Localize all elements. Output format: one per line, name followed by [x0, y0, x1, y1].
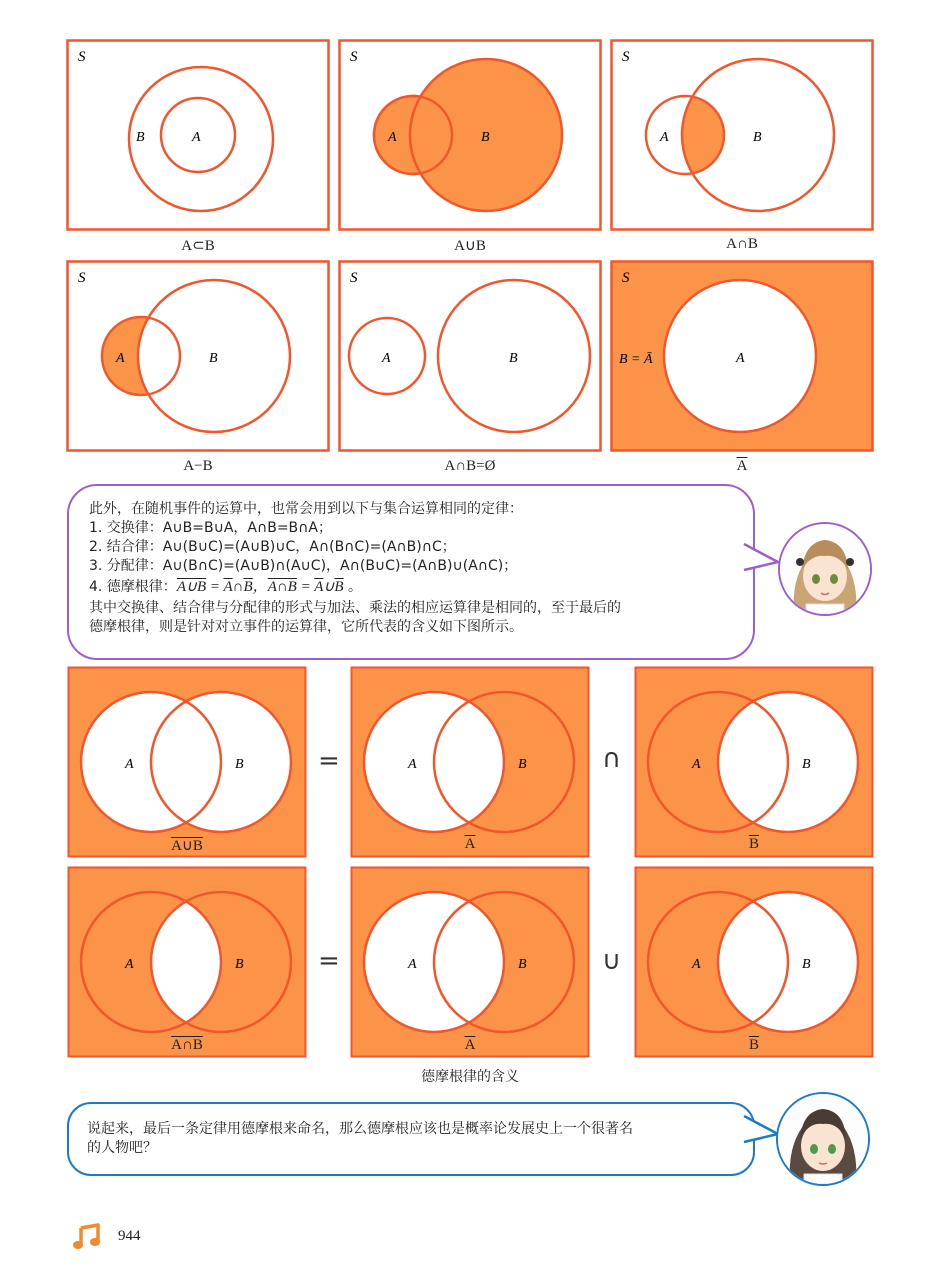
laws-para-line1: 其中交换律、结合律与分配律的形式与加法、乘法的相应运算律是相同的，至于最后的: [89, 600, 621, 616]
label-a: A: [692, 757, 701, 772]
law-commutative: 1. 交换律：A∪B=B∪A，A∩B=B∩A；: [89, 520, 332, 536]
label-s: S: [78, 270, 86, 286]
caption-b-complement-1: $\overline{B}$: [748, 836, 759, 852]
question-line1: 说起来，最后一条定律用德摩根来命名，那么德摩根应该也是概率论发展史上一个很著名: [87, 1121, 633, 1137]
demorgan-intersection-complement: [67, 866, 307, 1058]
page-number: 944: [118, 1228, 141, 1244]
label-s: S: [350, 270, 358, 286]
demorgan-union-complement: [67, 666, 307, 858]
label-s: S: [78, 49, 86, 65]
demorgan-b-complement-2: [634, 866, 874, 1058]
label-a: A: [408, 957, 417, 972]
label-a: A: [692, 957, 701, 972]
label-b: B: [509, 351, 518, 366]
caption-b-complement-2: $\overline{B}$: [748, 1037, 759, 1053]
label-b: B: [518, 957, 527, 972]
label-s: S: [350, 49, 358, 65]
label-b: B: [802, 957, 811, 972]
demorgan-a-complement-2: [350, 866, 590, 1058]
demorgan-a-complement-1: [350, 666, 590, 858]
venn-union: [338, 39, 602, 231]
caption-union: A∪B: [454, 238, 486, 254]
venn-subset: [66, 39, 330, 231]
label-s: S: [622, 270, 630, 286]
question-line2: 的人物吧？: [87, 1140, 157, 1156]
equals-sign-1: =: [318, 746, 340, 776]
figure-caption: 德摩根律的含义: [421, 1069, 519, 1085]
speech-bubble-question: [67, 1102, 755, 1176]
label-a: A: [736, 351, 745, 366]
label-b: B: [802, 757, 811, 772]
label-a: A: [116, 351, 125, 366]
label-a: A: [125, 757, 134, 772]
label-b: B: [753, 130, 762, 145]
avatar-girl-blonde: [778, 522, 872, 616]
avatar-girl-dark-hair: [776, 1092, 870, 1186]
venn-intersection: [610, 39, 874, 231]
caption-intersection: A∩B: [726, 236, 758, 252]
laws-intro: 此外，在随机事件的运算中，也常会用到以下与集合运算相同的定律：: [89, 501, 523, 517]
label-a: A: [382, 351, 391, 366]
caption-complement: $\overline{A}$: [736, 458, 748, 474]
venn-difference: [66, 260, 330, 452]
caption-difference: A−B: [183, 458, 213, 474]
label-b: B: [481, 130, 490, 145]
label-b: B: [235, 757, 244, 772]
label-b: B: [518, 757, 527, 772]
caption-subset: A⊂B: [181, 238, 215, 254]
complement-label: B = Ā: [619, 352, 653, 367]
caption-a-complement-2: $\overline{A}$: [464, 1037, 476, 1053]
label-b: B: [209, 351, 218, 366]
label-a: A: [388, 130, 397, 145]
bubble-tail-laws: [742, 540, 782, 574]
law-demorgan: 4. 德摩根律：A∪B = $\overline{A}\cap\overline{B}$，A∩B = $\overline{A}\cup\overline{B}$ 。: [89, 579, 362, 595]
caption-disjoint: A∩B=Ø: [444, 458, 496, 474]
laws-para-line2: 德摩根律，则是针对对立事件的运算律，它所代表的含义如下图所示。: [89, 619, 523, 635]
speech-bubble-laws: [67, 484, 755, 660]
law-associative: 2. 结合律：A∪(B∪C)=(A∪B)∪C，A∩(B∩C)=(A∩B)∩C；: [89, 539, 456, 555]
union-symbol: ∪: [602, 946, 622, 976]
label-a: A: [408, 757, 417, 772]
law-distributive: 3. 分配律：A∪(B∩C)=(A∪B)∩(A∪C)，A∩(B∪C)=(A∩B)∪(A∩C)；: [89, 558, 518, 574]
caption-union-complement: A∪B: [171, 838, 203, 854]
intersect-symbol: ∩: [602, 744, 622, 774]
venn-complement: [610, 260, 874, 452]
caption-a-complement-1: $\overline{A}$: [464, 836, 476, 852]
label-s: S: [622, 49, 630, 65]
label-a: A: [192, 130, 201, 145]
label-a: A: [660, 130, 669, 145]
music-note-icon: [72, 1222, 102, 1252]
caption-intersection-complement: A∩B: [171, 1037, 203, 1053]
venn-disjoint: [338, 260, 602, 452]
label-a: A: [125, 957, 134, 972]
label-b: B: [235, 957, 244, 972]
label-b: B: [136, 130, 145, 145]
demorgan-b-complement-1: [634, 666, 874, 858]
equals-sign-2: =: [318, 946, 340, 976]
